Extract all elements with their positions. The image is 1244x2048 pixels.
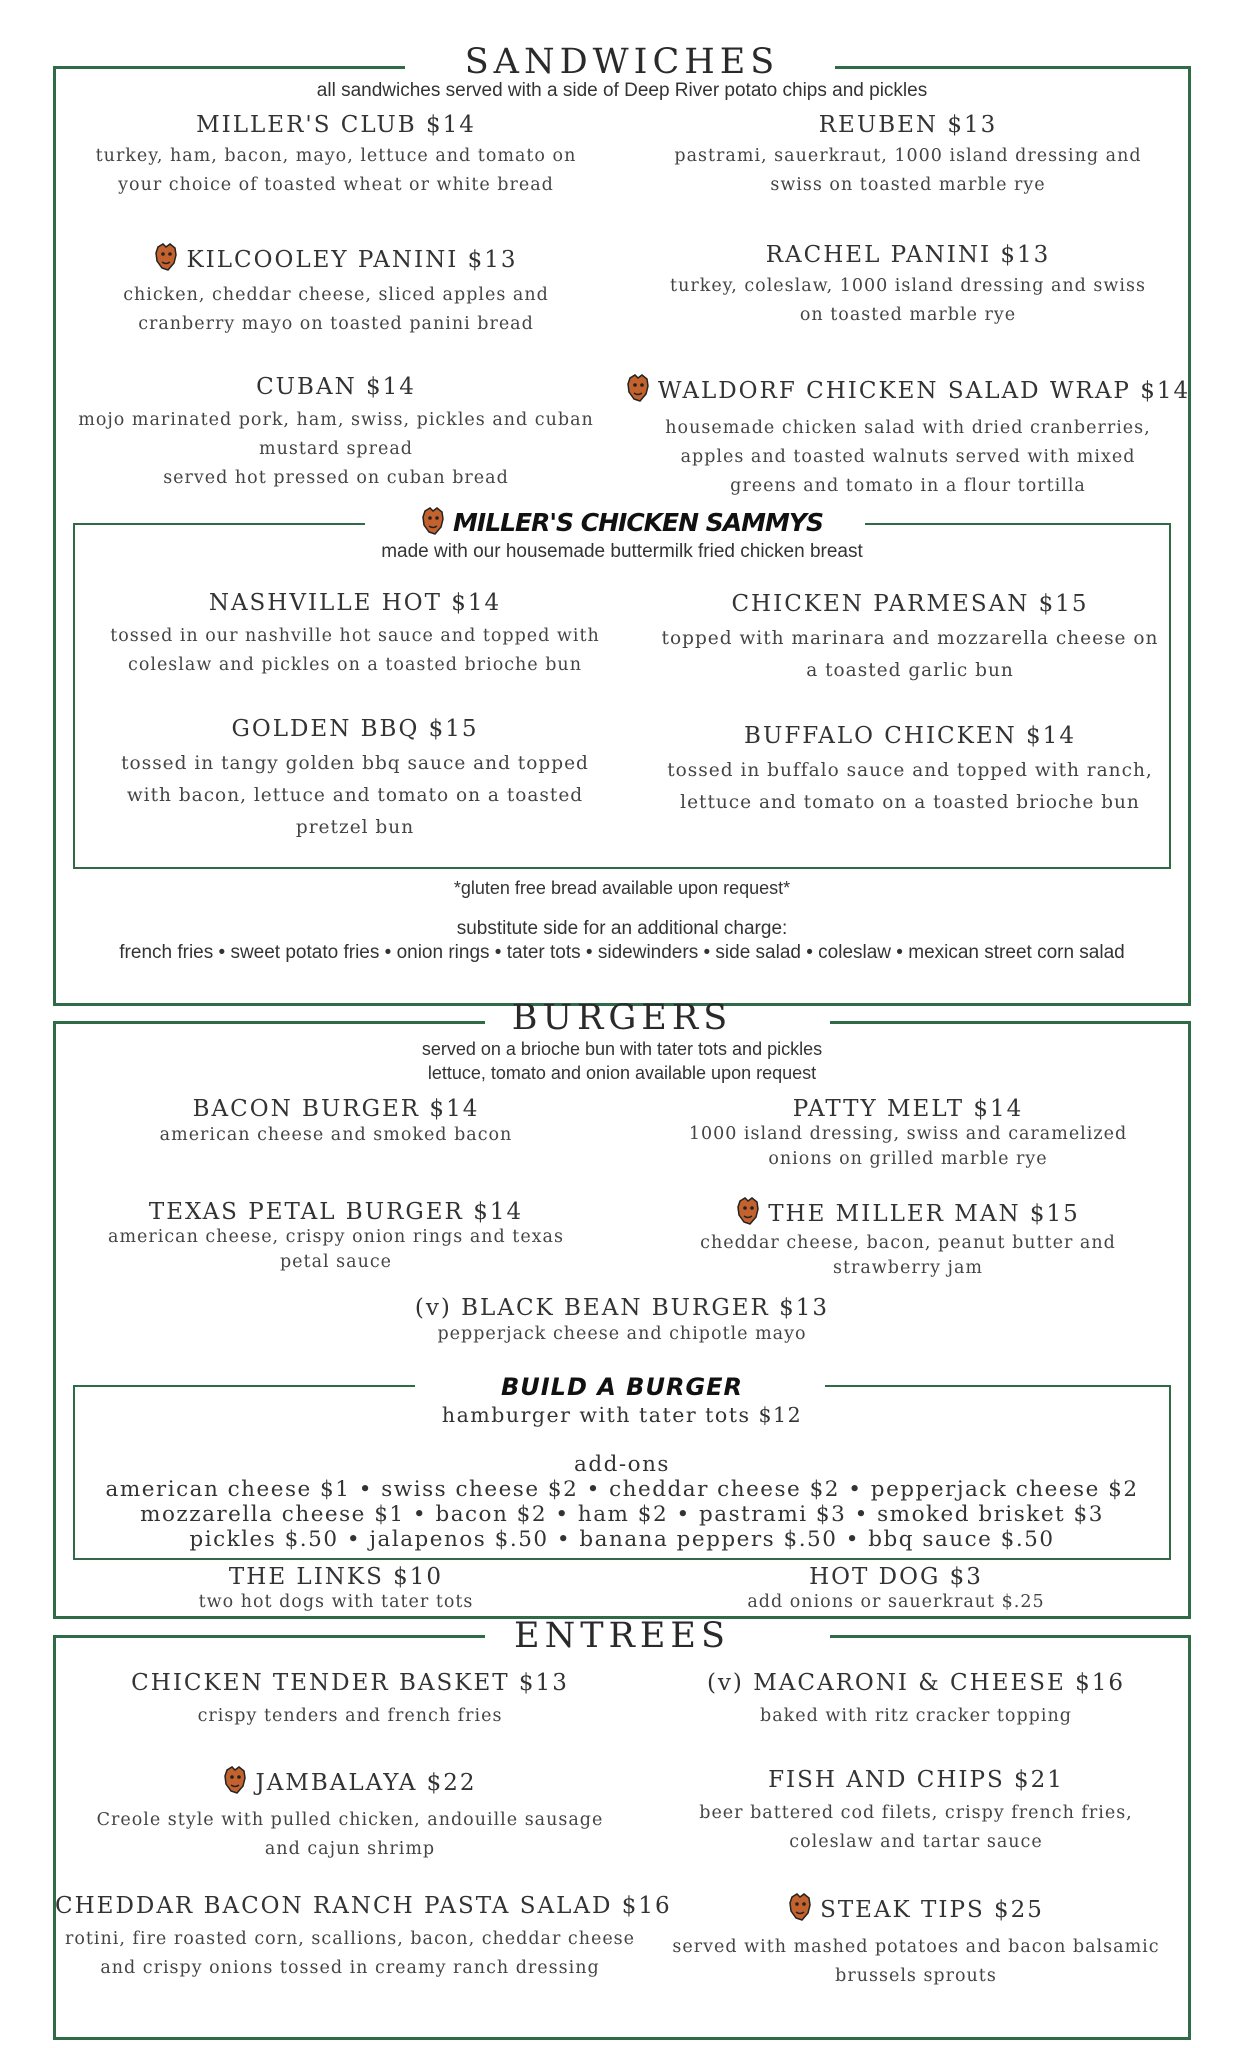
item-name: NASHVILLE HOT $14 — [208, 590, 502, 616]
menu-item-patty-melt — [632, 1096, 1184, 1172]
item-desc: pastrami, sauerkraut, 1000 island dressing and — [674, 146, 1142, 166]
menu-item-cheddar-bacon-ranch-pasta — [55, 1893, 672, 1983]
item-name: CHICKEN TENDER BASKET $13 — [131, 1670, 569, 1696]
item-name: TEXAS PETAL BURGER $14 — [148, 1199, 524, 1225]
menu-item-texas-petal-burger — [60, 1199, 612, 1275]
menu-item-jambalaya — [60, 1766, 640, 1864]
addons-title: add-ons — [574, 1452, 670, 1477]
item-desc: chicken, cheddar cheese, sliced apples and — [123, 285, 549, 305]
gluten-free-note: *gluten free bread available upon request* — [453, 878, 791, 898]
bulldog-logo-icon — [154, 243, 178, 277]
item-desc: on toasted marble rye — [799, 305, 1017, 325]
item-desc: american cheese, crispy onion rings and texas — [108, 1227, 564, 1247]
item-desc: with bacon, lettuce and tomato on a toasted — [126, 785, 584, 806]
menu-item-miller-man — [632, 1197, 1184, 1281]
addons-line: pickles $.50 • jalapenos $.50 • banana peppers $.50 • bbq sauce $.50 — [189, 1527, 1055, 1552]
bulldog-logo-icon — [736, 1197, 760, 1231]
burgers-subtitle-1: served on a brioche bun with tater tots and pickles — [421, 1039, 823, 1059]
item-desc: cheddar cheese, bacon, peanut butter and — [700, 1233, 1116, 1253]
menu-item-macaroni-cheese — [640, 1670, 1192, 1731]
burgers-title: BURGERS — [511, 998, 733, 1038]
item-desc: beer battered cod filets, crispy french fries, — [699, 1803, 1133, 1823]
item-desc: onions on grilled marble rye — [768, 1149, 1048, 1169]
item-desc: your choice of toasted wheat or white bread — [118, 175, 554, 195]
item-desc: coleslaw and tartar sauce — [789, 1832, 1043, 1852]
item-desc: 1000 island dressing, swiss and caramelized — [688, 1124, 1128, 1144]
menu-item-waldorf-wrap — [612, 374, 1204, 501]
menu-item-cuban — [60, 374, 612, 493]
item-desc: lettuce and tomato on a toasted brioche bun — [680, 792, 1140, 813]
item-desc: served with mashed potatoes and bacon balsamic — [672, 1937, 1160, 1957]
item-desc: two hot dogs with tater tots — [198, 1592, 474, 1612]
burgers-subtitle-2: lettuce, tomato and onion available upon request — [427, 1063, 817, 1083]
menu-item-millers-club — [60, 112, 612, 200]
substitute-list: french fries • sweet potato fries • onion rings • tater tots • sidewinders • side salad • coleslaw • mexican street corn salad — [119, 942, 1125, 963]
item-desc: coleslaw and pickles on a toasted brioche bun — [128, 655, 582, 675]
item-name: STEAK TIPS $25 — [820, 1897, 1044, 1923]
item-desc: housemade chicken salad with dried cranberries, — [665, 418, 1151, 438]
item-desc: tossed in our nashville hot sauce and topped with — [110, 626, 600, 646]
item-desc: a toasted garlic bun — [806, 660, 1014, 681]
menu-item-chicken-parmesan — [640, 591, 1180, 687]
menu-item-steak-tips — [640, 1893, 1192, 1991]
item-name: HOT DOG $3 — [809, 1564, 983, 1590]
chicken-sammys-title-text: MILLER'S CHICKEN SAMMYS — [453, 508, 823, 537]
item-name: MILLER'S CLUB $14 — [196, 112, 476, 138]
menu-item-bacon-burger — [60, 1096, 612, 1148]
menu-item-kilcooley-panini — [60, 243, 612, 339]
item-desc: Creole style with pulled chicken, andouille sausage — [96, 1810, 604, 1830]
item-desc: served hot pressed on cuban bread — [163, 468, 509, 488]
sandwiches-subtitle: all sandwiches served with a side of Deep River potato chips and pickles — [316, 80, 928, 101]
item-desc: crispy tenders and french fries — [197, 1706, 503, 1726]
item-name: WALDORF CHICKEN SALAD WRAP $14 — [657, 378, 1191, 404]
addons-line: mozzarella cheese $1 • bacon $2 • ham $2 • pastrami $3 • smoked brisket $3 — [140, 1502, 1104, 1527]
item-desc: strawberry jam — [833, 1258, 983, 1278]
item-desc: pretzel bun — [295, 817, 415, 838]
item-desc: tossed in tangy golden bbq sauce and topped — [121, 753, 589, 774]
item-desc: apples and toasted walnuts served with mixed — [680, 447, 1136, 467]
item-desc: american cheese and smoked bacon — [159, 1125, 513, 1145]
menu-item-buffalo-chicken — [640, 723, 1180, 819]
build-a-burger-title: BUILD A BURGER — [500, 1373, 744, 1401]
item-name: (v) MACARONI & CHEESE $16 — [706, 1670, 1126, 1696]
menu-item-the-links — [60, 1564, 612, 1615]
item-name: REUBEN $13 — [818, 112, 998, 138]
item-name: CHEDDAR BACON RANCH PASTA SALAD $16 — [55, 1893, 672, 1919]
item-name: THE LINKS $10 — [228, 1564, 444, 1590]
chicken-sammys-subtitle: made with our housemade buttermilk fried chicken breast — [381, 541, 863, 562]
item-desc: turkey, coleslaw, 1000 island dressing and swiss — [670, 276, 1146, 296]
addons-line: american cheese $1 • swiss cheese $2 • cheddar cheese $2 • pepperjack cheese $2 — [105, 1477, 1139, 1502]
menu-item-rachel-panini — [632, 242, 1184, 330]
substitute-title: substitute side for an additional charge: — [456, 918, 788, 939]
item-name: GOLDEN BBQ $15 — [231, 716, 479, 742]
item-name: FISH AND CHIPS $21 — [768, 1767, 1064, 1793]
item-desc: topped with marinara and mozzarella cheese on — [661, 628, 1159, 649]
item-desc: brussels sprouts — [835, 1966, 997, 1986]
item-desc: cranberry mayo on toasted panini bread — [138, 314, 534, 334]
item-name: PATTY MELT $14 — [792, 1096, 1024, 1122]
menu-item-black-bean-burger — [0, 1295, 1244, 1347]
menu-item-chicken-tender-basket — [60, 1670, 640, 1731]
item-desc: tossed in buffalo sauce and topped with ranch, — [667, 760, 1153, 781]
entrees-title: ENTREES — [514, 1616, 730, 1656]
menu-item-nashville-hot — [80, 590, 630, 680]
menu-item-reuben — [632, 112, 1184, 200]
item-desc: greens and tomato in a flour tortilla — [730, 476, 1086, 496]
item-desc: pepperjack cheese and chipotle mayo — [437, 1324, 807, 1344]
item-desc: baked with ritz cracker topping — [760, 1706, 1072, 1726]
item-name: RACHEL PANINI $13 — [765, 242, 1051, 268]
item-name: THE MILLER MAN $15 — [768, 1201, 1080, 1227]
item-name: KILCOOLEY PANINI $13 — [186, 247, 518, 273]
item-name: BUFFALO CHICKEN $14 — [744, 723, 1076, 749]
menu-item-hot-dog — [620, 1564, 1172, 1615]
item-desc: and cajun shrimp — [264, 1839, 436, 1859]
sandwiches-title: SANDWICHES — [464, 42, 780, 82]
item-desc: add onions or sauerkraut $.25 — [747, 1592, 1045, 1612]
item-desc: turkey, ham, bacon, mayo, lettuce and tomato on — [95, 146, 577, 166]
menu-item-fish-and-chips — [640, 1767, 1192, 1857]
item-desc: and crispy onions tossed in creamy ranch dressing — [100, 1958, 600, 1978]
chicken-sammys-title — [0, 507, 1244, 541]
bulldog-logo-icon — [788, 1893, 812, 1927]
item-desc: rotini, fire roasted corn, scallions, bacon, cheddar cheese — [64, 1929, 636, 1949]
item-desc: mojo marinated pork, ham, swiss, pickles and cuban — [78, 410, 594, 430]
item-name: CUBAN $14 — [256, 374, 416, 400]
item-name: CHICKEN PARMESAN $15 — [731, 591, 1089, 617]
item-name: (v) BLACK BEAN BURGER $13 — [414, 1295, 830, 1321]
item-name: JAMBALAYA $22 — [255, 1770, 477, 1796]
item-name: BACON BURGER $14 — [192, 1096, 480, 1122]
build-a-burger-base: hamburger with tater tots $12 — [441, 1403, 803, 1427]
bulldog-logo-icon — [626, 374, 650, 408]
bulldog-logo-icon — [421, 507, 445, 541]
item-desc: swiss on toasted marble rye — [770, 175, 1046, 195]
item-desc: petal sauce — [279, 1252, 393, 1272]
menu-item-golden-bbq — [80, 716, 630, 844]
bulldog-logo-icon — [223, 1766, 247, 1800]
item-desc: mustard spread — [259, 439, 413, 459]
